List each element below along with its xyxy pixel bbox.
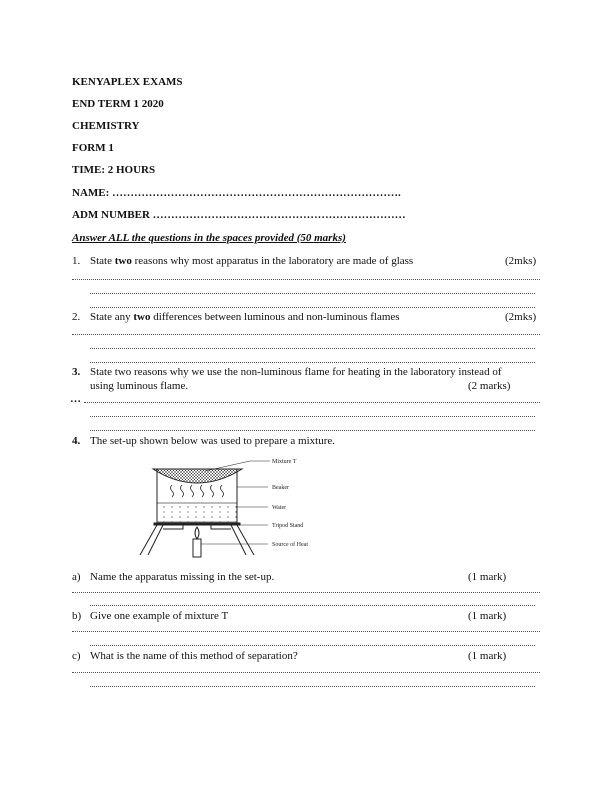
answer-line	[90, 430, 535, 431]
question-2-number: 2.	[72, 311, 81, 323]
answer-line	[72, 631, 540, 632]
label-water: Water	[272, 505, 287, 511]
ellipsis: …	[70, 393, 81, 405]
answer-line	[72, 279, 540, 280]
instruction: Answer ALL the questions in the spaces provided (50 marks)	[72, 232, 346, 244]
answer-line	[90, 605, 535, 606]
answer-line	[90, 416, 535, 417]
question-1-number: 1.	[72, 255, 81, 267]
candle	[193, 527, 201, 557]
answer-line	[84, 402, 540, 403]
answer-line	[72, 334, 540, 335]
label-source-of-heat: Source of Heat	[272, 542, 308, 548]
answer-line	[72, 592, 540, 593]
label-beaker: Beaker	[272, 485, 289, 491]
subquestion-b-marks: (1 mark)	[468, 610, 507, 622]
question-1-marks: (2mks)	[505, 255, 537, 267]
label-tripod-stand: Tripod Stand	[272, 523, 304, 529]
answer-line	[90, 348, 535, 349]
answer-line	[90, 645, 535, 646]
answer-line	[90, 686, 535, 687]
question-3-marks: (2 marks)	[468, 380, 511, 392]
exam-term: END TERM 1 2020	[72, 98, 164, 110]
subquestion-c-text: What is the name of this method of separation?	[90, 650, 298, 662]
question-3-text-line1: State two reasons why we use the non-luminous flame for heating in the laboratory instead of	[90, 366, 502, 378]
evaporating-dish	[153, 469, 242, 483]
label-mixture-t: Mixture T	[272, 459, 297, 465]
subquestion-a-marks: (1 mark)	[468, 571, 507, 583]
question-3-number: 3.	[72, 366, 81, 378]
subquestion-b-text: Give one example of mixture T	[90, 610, 229, 622]
answer-line	[90, 307, 535, 308]
evaporation-setup-diagram	[130, 445, 330, 565]
answer-line	[90, 293, 535, 294]
question-1-text: State two reasons why most apparatus in the laboratory are made of glass	[90, 255, 414, 267]
subquestion-c-marks: (1 mark)	[468, 650, 507, 662]
subquestion-c-letter: c)	[72, 650, 81, 662]
exam-org: KENYAPLEX EXAMS	[72, 76, 183, 88]
subquestion-a-letter: a)	[72, 571, 81, 583]
name-field: NAME: …………………………………………………………………….	[72, 187, 401, 199]
steam	[171, 485, 224, 497]
subquestion-a-text: Name the apparatus missing in the set-up.	[90, 571, 275, 583]
exam-time: TIME: 2 HOURS	[72, 164, 156, 176]
adm-number-field: ADM NUMBER ……………………………………………………………	[72, 209, 406, 221]
answer-line	[72, 672, 540, 673]
subquestion-b-letter: b)	[72, 610, 82, 622]
exam-form: FORM 1	[72, 142, 114, 154]
question-4-text: The set-up shown below was used to prepare a mixture.	[90, 435, 335, 447]
question-2-marks: (2mks)	[505, 311, 537, 323]
exam-subject: CHEMISTRY	[72, 120, 140, 132]
question-4-number: 4.	[72, 435, 81, 447]
question-2-text: State any two differences between luminous and non-luminous flames	[90, 311, 400, 323]
question-3-text-line2: using luminous flame.	[90, 380, 189, 392]
answer-line	[90, 362, 535, 363]
water	[157, 503, 237, 522]
